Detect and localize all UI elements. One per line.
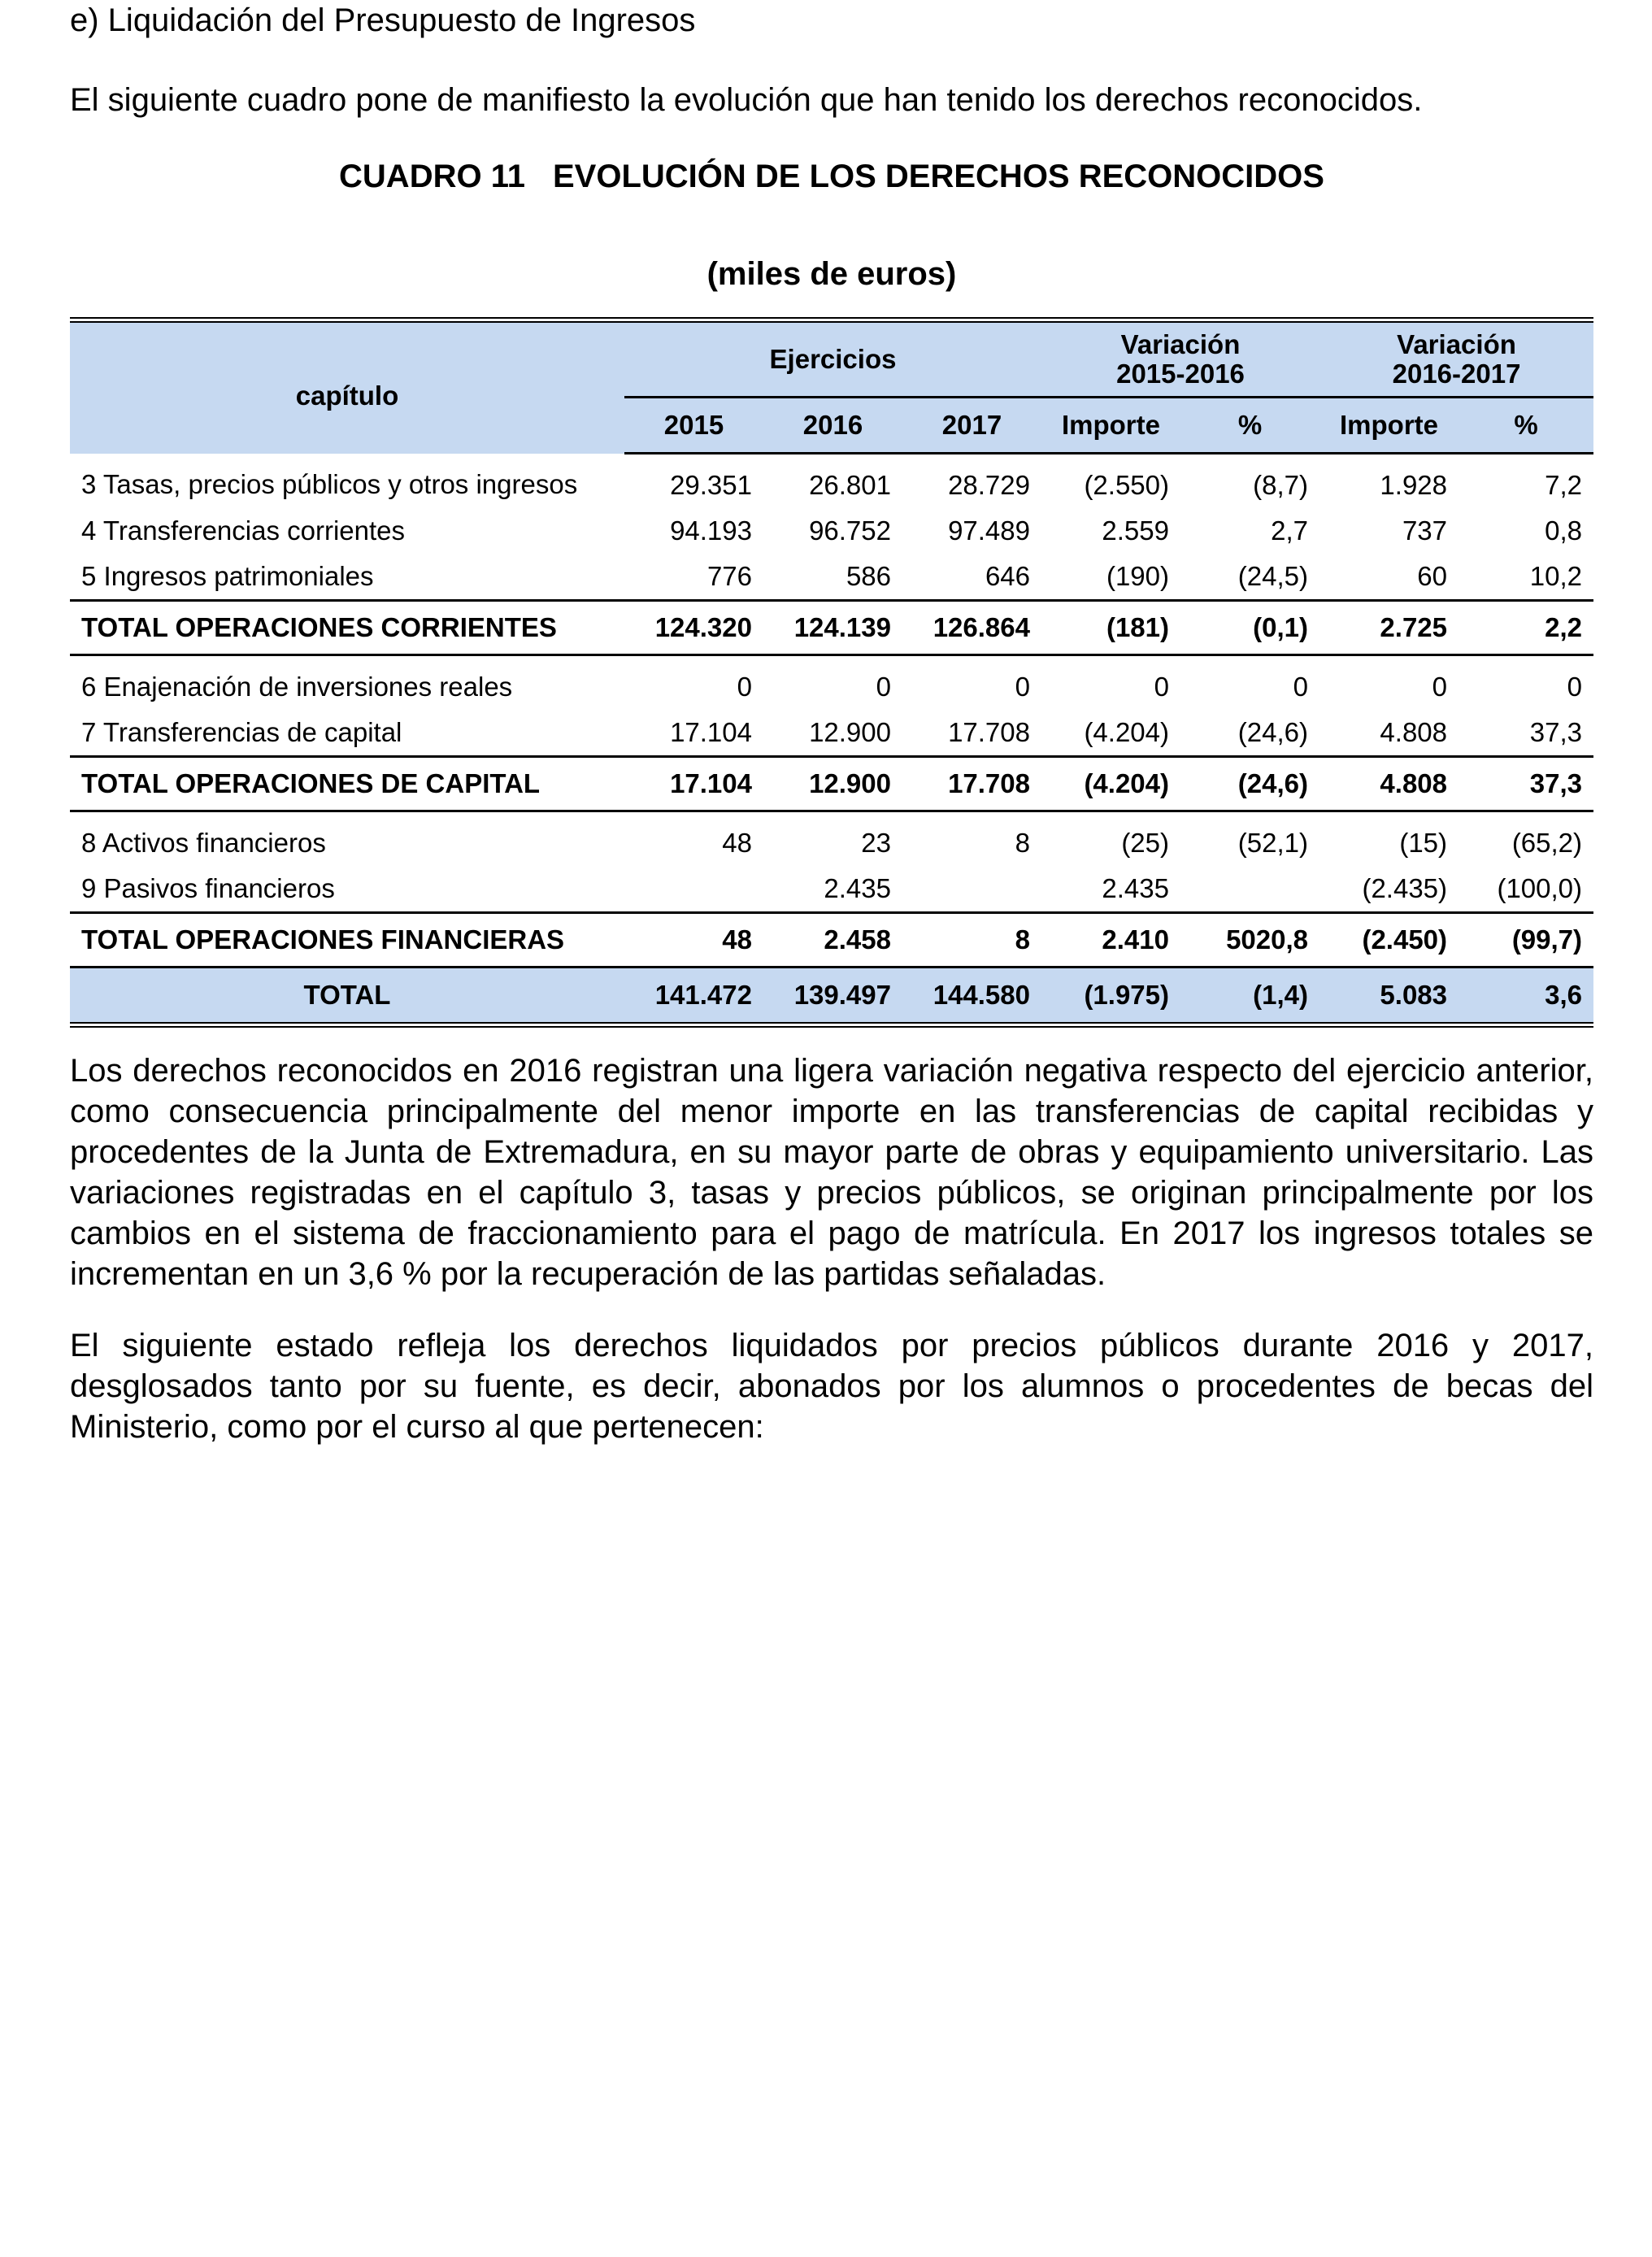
cell-2015 [624, 866, 763, 913]
table-title [70, 156, 1593, 197]
cell-importe-1: 2.410 [1041, 913, 1180, 968]
row-label: TOTAL [70, 968, 624, 1025]
cell-pct-1: (0,1) [1180, 601, 1319, 655]
cell-2017 [902, 866, 1041, 913]
cell-pct-2: 3,6 [1459, 968, 1593, 1025]
header-variacion-2016-2017 [1319, 320, 1593, 398]
table-row [70, 554, 1593, 601]
header-variacion-1-line2: 2015-2016 [1116, 359, 1245, 389]
cell-pct-2: 0 [1567, 672, 1583, 702]
header-variacion-2-line1: Variación [1397, 329, 1516, 359]
cell-importe-1: (2.550) [1084, 470, 1169, 500]
cell-2016: 586 [846, 561, 891, 591]
cell-pct-1: (24,5) [1237, 561, 1309, 591]
cell-pct-2: 37,3 [1459, 757, 1593, 811]
table-row-grand-total [70, 968, 1593, 1025]
row-label: 6 Enajenación de inversiones reales [81, 672, 513, 702]
header-variacion-2-line2: 2016-2017 [1392, 359, 1521, 389]
row-label: 3 Tasas, precios públicos y otros ingresos [81, 469, 578, 500]
cell-2016: 2.458 [763, 913, 902, 968]
cell-pct-1: (8,7) [1253, 470, 1309, 500]
cell-importe-2: 5.083 [1319, 968, 1459, 1025]
header-2017: 2017 [902, 398, 1041, 454]
cell-2016: 2.435 [824, 873, 891, 903]
cell-2015: 776 [706, 561, 752, 591]
cell-pct-1 [1180, 866, 1319, 913]
table-row-total-capital [70, 757, 1593, 811]
section-heading: e) Liquidación del Presupuesto de Ingresos [70, 2, 696, 38]
cell-pct-1: 2,7 [1271, 515, 1309, 546]
cell-importe-2: 60 [1417, 561, 1448, 591]
cell-importe-1: (4.204) [1041, 757, 1180, 811]
table-row [70, 710, 1593, 757]
cell-pct-2: 2,2 [1459, 601, 1593, 655]
paragraph-intro-next-table: El siguiente estado refleja los derechos liquidados por precios públicos durante 2016 y 2017, desglosados tanto por su fuente, es decir, abonados por los alumnos o procedentes de becas del Ministerio, como por el curso al que pertenecen: [70, 1328, 1593, 1445]
cell-2017: 144.580 [902, 968, 1041, 1025]
cell-importe-2: 1.928 [1380, 470, 1448, 500]
table-row [70, 811, 1593, 867]
row-label: 7 Transferencias de capital [81, 717, 402, 747]
cell-2017: 17.708 [948, 717, 1030, 747]
table-row [70, 866, 1593, 913]
row-label: TOTAL OPERACIONES CORRIENTES [70, 601, 624, 655]
cell-importe-2: 4.808 [1380, 717, 1448, 747]
cell-pct-2: 37,3 [1529, 717, 1583, 747]
table-row [70, 454, 1593, 509]
cell-2015: 17.104 [624, 757, 763, 811]
derechos-reconocidos-table [70, 317, 1593, 1028]
cell-2017: 8 [902, 913, 1041, 968]
cell-2016: 96.752 [809, 515, 891, 546]
cell-importe-2: (2.450) [1319, 913, 1459, 968]
cell-2016: 0 [876, 672, 891, 702]
cell-importe-1: 2.435 [1102, 873, 1169, 903]
cell-pct-2: (100,0) [1497, 873, 1583, 903]
cell-2015: 48 [722, 828, 752, 858]
cell-importe-1: (25) [1121, 828, 1169, 858]
header-variacion-1-line1: Variación [1120, 329, 1241, 359]
header-variacion-2015-2016 [1041, 320, 1319, 398]
cell-pct-1: 5020,8 [1180, 913, 1319, 968]
cell-2015: 48 [624, 913, 763, 968]
cell-importe-1: (181) [1041, 601, 1180, 655]
table-subtitle: (miles de euros) [706, 256, 957, 292]
cell-importe-1: (4.204) [1084, 717, 1169, 747]
cell-2017: 28.729 [948, 470, 1030, 500]
table-header-row-1 [70, 320, 1593, 398]
header-pct-1: % [1180, 398, 1319, 454]
cell-2016: 124.139 [763, 601, 902, 655]
cell-importe-1: 2.559 [1102, 515, 1169, 546]
table-label: CUADRO 11 [339, 159, 525, 194]
row-label: 4 Transferencias corrientes [81, 515, 406, 546]
cell-pct-2: (65,2) [1511, 828, 1583, 858]
cell-2015: 0 [737, 672, 752, 702]
cell-importe-1: (190) [1106, 561, 1169, 591]
cell-importe-2: (15) [1399, 828, 1448, 858]
row-label: TOTAL OPERACIONES DE CAPITAL [70, 757, 624, 811]
cell-2017: 17.708 [902, 757, 1041, 811]
header-2015: 2015 [624, 398, 763, 454]
cell-pct-1: (1,4) [1180, 968, 1319, 1025]
row-label: 8 Activos financieros [81, 828, 326, 858]
cell-pct-1: 0 [1293, 672, 1309, 702]
cell-importe-1: (1.975) [1041, 968, 1180, 1025]
header-importe-2: Importe [1319, 398, 1459, 454]
cell-pct-2: 7,2 [1545, 470, 1583, 500]
cell-2017: 0 [1015, 672, 1030, 702]
cell-pct-2: (99,7) [1459, 913, 1593, 968]
cell-importe-2: 4.808 [1319, 757, 1459, 811]
cell-2016: 12.900 [763, 757, 902, 811]
cell-importe-2: (2.435) [1362, 873, 1448, 903]
cell-2015: 124.320 [624, 601, 763, 655]
table-container [70, 317, 1593, 1028]
cell-2015: 17.104 [670, 717, 752, 747]
intro-text: El siguiente cuadro pone de manifiesto la evolución que han tenido los derechos reconocidos. [70, 82, 1423, 118]
cell-2016: 12.900 [809, 717, 891, 747]
header-capitulo: capítulo [70, 320, 624, 454]
paragraph-analysis: Los derechos reconocidos en 2016 registran una ligera variación negativa respecto del ejercicio anterior, como consecuencia principalmente del menor importe en las transferencias de capital recibidas y procedentes de la Junta de Extremadura, en su mayor parte de obras y equipamiento universitario. Las variaciones registradas en el capítulo 3, tasas y precios públicos, se originan principalmente por los cambios en el sistema de fraccionamiento para el pago de matrícula. En 2017 los ingresos totales se incrementan en un 3,6 % por la recuperación de las partidas señaladas. [70, 1053, 1593, 1292]
cell-importe-2: 737 [1402, 515, 1448, 546]
cell-pct-2: 0,8 [1545, 515, 1583, 546]
cell-importe-2: 0 [1432, 672, 1448, 702]
row-label: 5 Ingresos patrimoniales [81, 561, 374, 591]
header-importe-1: Importe [1041, 398, 1180, 454]
table-row-total-financieras [70, 913, 1593, 968]
cell-2016: 23 [861, 828, 891, 858]
cell-2015: 141.472 [624, 968, 763, 1025]
table-row [70, 655, 1593, 711]
cell-pct-1: (24,6) [1180, 757, 1319, 811]
row-label: TOTAL OPERACIONES FINANCIERAS [70, 913, 624, 968]
cell-pct-1: (52,1) [1237, 828, 1309, 858]
cell-2015: 29.351 [670, 470, 752, 500]
cell-importe-1: 0 [1154, 672, 1169, 702]
row-label: 9 Pasivos financieros [81, 873, 335, 903]
cell-2016: 139.497 [763, 968, 902, 1025]
cell-2017: 97.489 [948, 515, 1030, 546]
cell-2015: 94.193 [670, 515, 752, 546]
header-2016: 2016 [763, 398, 902, 454]
table-row [70, 508, 1593, 554]
cell-2016: 26.801 [809, 470, 891, 500]
header-ejercicios: Ejercicios [624, 320, 1041, 398]
table-title-text: EVOLUCIÓN DE LOS DERECHOS RECONOCIDOS [552, 159, 1324, 194]
table-row-total-corrientes [70, 601, 1593, 655]
cell-pct-2: 10,2 [1529, 561, 1583, 591]
cell-2017: 8 [1015, 828, 1030, 858]
cell-importe-2: 2.725 [1319, 601, 1459, 655]
cell-2017: 646 [985, 561, 1030, 591]
cell-pct-1: (24,6) [1237, 717, 1309, 747]
header-pct-2: % [1459, 398, 1593, 454]
cell-2017: 126.864 [902, 601, 1041, 655]
